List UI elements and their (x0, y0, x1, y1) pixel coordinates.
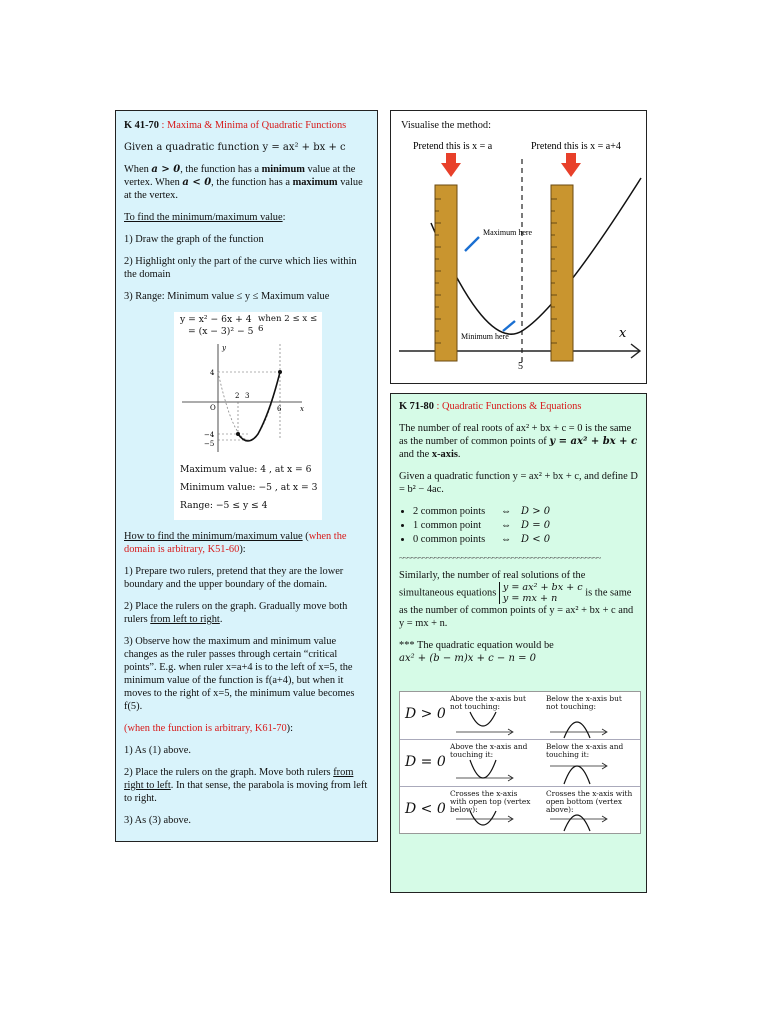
system-eq-1: y = ax² + bx + c (502, 582, 583, 593)
highlighted-curve (238, 372, 280, 441)
left-ruler (435, 185, 457, 361)
roots-text: The number of real roots of ax² + bx + c = 0 is the same as the number of common points of (399, 423, 632, 447)
b2-pre: 2) Place the rulers on the graph. Move both rulers (124, 767, 334, 778)
when-prefix: When (124, 164, 149, 175)
visualise-panel (390, 110, 647, 384)
blue-arrow-icon (465, 237, 479, 251)
separator-line: ~~~~~~~~~~~~~~~~~~~~~~~~~~~~~~~~~~~~~~~~~~~~~~~~~~~~ (399, 553, 601, 563)
section-title: Quadratic Functions & Equations (442, 401, 582, 412)
max-value-row (180, 464, 312, 475)
table-cell: Crosses the x-axis with open bottom (vertex above): (546, 789, 633, 814)
bullet-text: 1 common point (413, 520, 482, 531)
arb-reference: when the domain is arbitrary, K51-60 (124, 531, 347, 555)
min-value: −5 , at x = 3 (258, 482, 318, 493)
maximum-here-label: Maximum here (483, 228, 533, 237)
right-ruler (551, 185, 573, 361)
tick-4: 4 (210, 369, 215, 377)
common-points-list (399, 505, 638, 547)
table-label: D = 0 (405, 754, 446, 770)
bullet-condition: D = 0 (521, 520, 551, 531)
x5-label: 5 (518, 361, 523, 372)
function-step-3: 3) As (3) above. (124, 815, 191, 826)
quadratic-equations-panel (390, 393, 647, 893)
down-arrow-icon (441, 153, 461, 177)
quadratic-equation-note (399, 639, 638, 665)
roots-period: . (457, 449, 461, 460)
ruler-step-1: 1) Prepare two rulers, pretend that they are the lower boundary and the upper boundary of the domain. (124, 566, 344, 590)
domain-text: when 2 ≤ x ≤ 6 (258, 314, 318, 334)
visualise-heading: Visualise the method: (401, 120, 491, 131)
origin-label: O (210, 404, 216, 412)
bullet-condition: D > 0 (521, 506, 551, 517)
tick-6: 6 (277, 405, 282, 413)
tick-2: 2 (235, 392, 240, 400)
list-item (413, 519, 638, 533)
func-close: ): (286, 723, 294, 734)
step-3: 3) Range: Minimum value ≤ y ≤ Maximum value (124, 291, 330, 302)
equation-1: y = x² − 6x + 4 (180, 314, 252, 325)
endpoint (236, 432, 240, 436)
min-label: Minimum value: (180, 482, 256, 493)
max-value: 4 , at x = 6 (260, 464, 312, 475)
ruler-step-3: 3) Observe how the maximum and minimum value changes as the ruler passes through certain “critical points”. E.g. when ruler x=a+4 is to the left of x=5, the minimum value of the function is f(a+4), but when it moves to the right of x=5, the minimum value becomes f(5). (124, 636, 355, 712)
blue-arrow-icon (503, 321, 515, 331)
section-code: K 41-70 (124, 120, 159, 131)
b2-underlined: from right to left (124, 767, 354, 791)
b2-post: . In that sense, the parabola is moving from left to right. (124, 780, 368, 804)
discriminant-table (399, 691, 641, 834)
value-at-vertex-2: value at the vertex. (124, 177, 363, 201)
roots-paragraph (399, 422, 638, 461)
arb-heading-text: How to find the minimum/maximum value (124, 531, 303, 542)
note-text: *** The quadratic equation would be (399, 640, 554, 651)
table-cell: Above the x-axis but not touching: (450, 694, 526, 711)
a2-underlined: from left to right (150, 614, 220, 625)
title-separator: : (158, 120, 168, 131)
iff-icon: ⇔ (501, 520, 512, 531)
bullet-condition: D < 0 (521, 534, 551, 545)
ruler-step-2 (124, 600, 369, 626)
equation-system (499, 582, 583, 604)
title-separator: : (433, 401, 443, 412)
min-value-row (180, 482, 317, 493)
x-axis-label: x (300, 405, 304, 413)
tick-3: 3 (245, 392, 250, 400)
equation-2: = (x − 3)² − 5 (188, 326, 254, 337)
simultaneous-text: Similarly, the number of real solutions of the simultaneous equations (399, 570, 586, 599)
range-row (180, 500, 268, 511)
range-value: −5 ≤ y ≤ 4 (215, 500, 268, 511)
has-a: , the function has a (180, 164, 259, 175)
value-at-vertex: value at the vertex. When (124, 164, 356, 188)
discriminant-paragraph: Given a quadratic function y = ax² + bx + c, and define D = b² − 4ac. (399, 471, 638, 495)
parabola-graph (174, 340, 322, 460)
step-2: 2) Highlight only the part of the curve which lies within the domain (124, 256, 357, 280)
pretend-a-label: Pretend this is x = a (413, 141, 493, 152)
minimum-word: minimum (261, 164, 305, 175)
table-cell: Below the x-axis and touching it: (546, 742, 624, 759)
sketch (400, 787, 640, 834)
table-label: D > 0 (405, 706, 446, 722)
a2-post: . (219, 614, 223, 625)
table-label: D < 0 (405, 801, 446, 817)
tick-neg5: −5 (204, 440, 215, 448)
table-row (400, 739, 640, 787)
arbitrary-domain-heading (124, 530, 369, 556)
function-step-1: 1) As (1) above. (124, 745, 191, 756)
arb-open: ( (302, 531, 309, 542)
section-title: Maxima & Minima of Quadratic Functions (167, 120, 347, 131)
a-negative: a < 0 (182, 177, 212, 188)
note-equation: ax² + (b − m)x + c − n = 0 (399, 653, 537, 664)
example-graph-figure (174, 312, 322, 520)
function-step-2 (124, 766, 369, 805)
a-positive: a > 0 (151, 164, 181, 175)
roots-function: y = ax² + bx + c (549, 436, 638, 447)
range-label: Range: (180, 500, 213, 511)
x-axis-label: x (619, 326, 627, 341)
pretend-a4-label: Pretend this is x = a+4 (531, 141, 621, 152)
sketch (400, 740, 640, 787)
find-heading-text: To find the minimum/maximum value (124, 212, 283, 223)
down-arrow-icon (561, 153, 581, 177)
system-eq-2: y = mx + n (502, 593, 558, 604)
endpoint (278, 370, 282, 374)
table-cell: Crosses the x-axis with open top (vertex below): (450, 789, 531, 814)
has-a-2: , the function has a (211, 177, 290, 188)
simultaneous-paragraph (399, 569, 638, 630)
panel-title (124, 119, 369, 132)
section-code: K 71-80 (399, 401, 434, 412)
arbitrary-function-heading (124, 722, 369, 735)
parabola-curve (431, 178, 641, 334)
find-heading (124, 211, 369, 224)
list-item (413, 533, 638, 547)
func-reference: (when the function is arbitrary, K61-70 (124, 723, 287, 734)
intro-text: Given a quadratic function y = ax² + bx + c (124, 142, 346, 153)
tick-neg4: −4 (204, 431, 215, 439)
maximum-word: maximum (292, 177, 338, 188)
y-axis-label: y (222, 344, 226, 352)
maxima-minima-panel (115, 110, 378, 842)
table-row (400, 692, 640, 739)
step-1: 1) Draw the graph of the function (124, 234, 264, 245)
arb-close: ): (239, 544, 246, 555)
iff-icon: ⇔ (501, 506, 512, 517)
vertex-rule (124, 163, 369, 202)
a2-pre: 2) Place the rulers on the graph. Gradually move both rulers (124, 601, 348, 625)
max-label: Maximum value: (180, 464, 258, 475)
simultaneous-text-2: is the same as the number of common points of y = ax² + bx + c and y = mx + n. (399, 587, 634, 629)
bullet-text: 2 common points (413, 506, 486, 517)
table-cell: Below the x-axis but not touching: (546, 694, 622, 711)
table-row (400, 786, 640, 834)
minimum-here-label: Minimum here (461, 332, 509, 341)
bullet-text: 0 common points (413, 534, 486, 545)
ruler-diagram (391, 133, 648, 383)
iff-icon: ⇔ (501, 534, 512, 545)
find-colon: : (282, 212, 286, 223)
roots-axis: x-axis (431, 449, 458, 460)
table-cell: Above the x-axis and touching it: (450, 742, 528, 759)
roots-and: and the (399, 449, 430, 460)
sketch (400, 692, 640, 739)
panel-title (399, 400, 638, 413)
list-item (413, 505, 638, 519)
